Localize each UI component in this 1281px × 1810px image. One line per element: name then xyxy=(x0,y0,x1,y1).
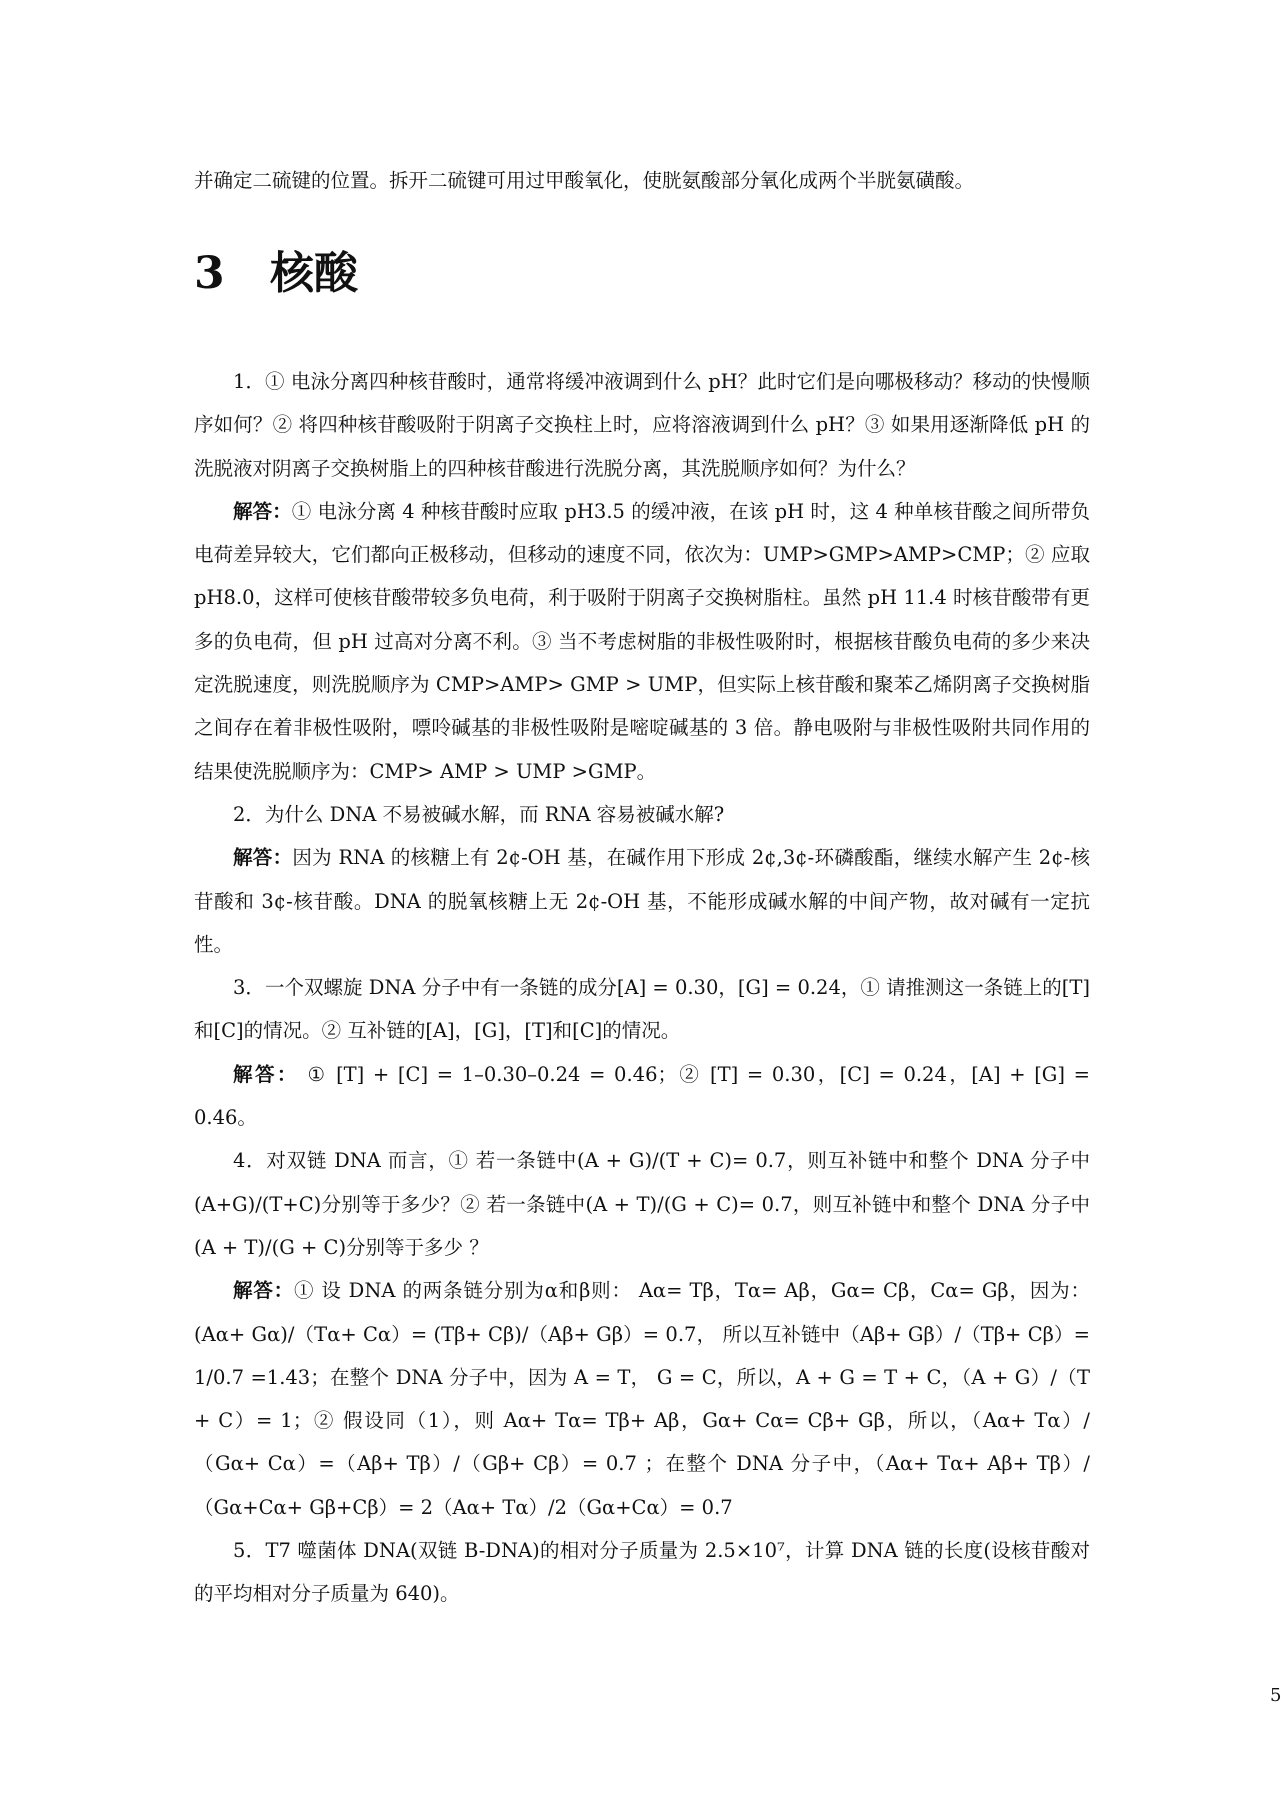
answer-label: 解答： xyxy=(233,1279,294,1303)
document-body xyxy=(194,360,1090,1616)
question-3 xyxy=(194,966,1090,1053)
answer-label: 解答： xyxy=(233,499,292,523)
answer-4 xyxy=(194,1269,1090,1529)
answer-2 xyxy=(194,836,1090,966)
page-number: 5 xyxy=(1270,1685,1281,1706)
answer-1 xyxy=(194,490,1090,793)
answer-3 xyxy=(194,1053,1090,1140)
question-2-text: 2．为什么 DNA 不易被碱水解，而 RNA 容易被碱水解? xyxy=(233,802,725,826)
chapter-title: 核酸 xyxy=(270,248,358,299)
question-4 xyxy=(194,1139,1090,1269)
answer-label: 解答： xyxy=(233,1062,299,1086)
answer-3-text: ① [T] + [C] = 1–0.30–0.24 = 0.46；② [T] = 0.30，[C] = 0.24，[A] + [G] = 0.46。 xyxy=(194,1062,1090,1130)
chapter-number: 3 xyxy=(194,248,225,299)
question-5 xyxy=(194,1529,1090,1616)
question-4-text: 4．对双链 DNA 而言，① 若一条链中(A + G)/(T + C)= 0.7，则互补链中和整个 DNA 分子中(A+G)/(T+C)分别等于多少？② 若一条链中(A + T)/(G + C)= 0.7，则互补链中和整个 DNA 分子中(A + T)/(G + C)分别等于多少 ？ xyxy=(194,1149,1090,1259)
answer-1-text: ① 电泳分离 4 种核苷酸时应取 pH3.5 的缓冲液，在该 pH 时，这 4 种单核苷酸之间所带负电荷差异较大，它们都向正极移动，但移动的速度不同，依次为：UMP>GMP>AMP>CMP；② 应取 pH8.0，这样可使核苷酸带较多负电荷，利于吸附于阴离子交换树脂柱。虽然 pH 11.4 时核苷酸带有更多的负电荷，但 pH 过高对分离不利。③ 当不考虑树脂的非极性吸附时，根据核苷酸负电荷的多少来决定洗脱速度，则洗脱顺序为 CMP>AMP> GMP > UMP，但实际上核苷酸和聚苯乙烯阴离子交换树脂之间存在着非极性吸附，嘌呤碱基的非极性吸附是嘧啶碱基的 3 倍。静电吸附与非极性吸附共同作用的结果使洗脱顺序为：CMP> AMP > UMP >GMP。 xyxy=(194,499,1090,783)
question-1-text: 1．① 电泳分离四种核苷酸时，通常将缓冲液调到什么 pH？此时它们是向哪极移动？移动的快慢顺序如何？② 将四种核苷酸吸附于阴离子交换柱上时，应将溶液调到什么 pH？③ 如果用逐渐降低 pH 的洗脱液对阴离子交换树脂上的四种核苷酸进行洗脱分离，其洗脱顺序如何？为什么？ xyxy=(194,370,1090,480)
question-5-text: 5．T7 噬菌体 DNA(双链 B-DNA)的相对分子质量为 2.5×10⁷，计算 DNA 链的长度(设核苷酸对的平均相对分子质量为 640)。 xyxy=(194,1539,1090,1606)
document-page xyxy=(194,0,1281,1810)
question-2 xyxy=(194,793,1090,836)
carryover-text: 并确定二硫键的位置。拆开二硫键可用过甲酸氧化，使胱氨酸部分氧化成两个半胱氨磺酸。 xyxy=(194,169,975,192)
answer-label: 解答： xyxy=(233,846,293,870)
answer-2-text: 因为 RNA 的核糖上有 2¢-OH 基，在碱作用下形成 2¢,3¢-环磷酸酯，继续水解产生 2¢-核苷酸和 3¢-核苷酸。DNA 的脱氧核糖上无 2¢-OH 基，不能形成碱水解的中间产物，故对碱有一定抗性。 xyxy=(194,846,1090,956)
chapter-heading xyxy=(194,244,358,304)
answer-4-text: ① 设 DNA 的两条链分别为α和β则： Aα= Tβ，Tα= Aβ，Gα= Cβ，Cα= Gβ，因为：(Aα+ Gα)/（Tα+ Cα）= (Tβ+ Cβ)/（Aβ+ Gβ）= 0.7， 所以互补链中（Aβ+ Gβ）/（Tβ+ Cβ）= 1/0.7 =1.43；在整个 DNA 分子中，因为 A = T， G = C，所以，A + G = T + C，（A + G）/（T + C）= 1；② 假设同（1），则 Aα+ Tα= Tβ+ Aβ，Gα+ Cα= Cβ+ Gβ，所以，（Aα+ Tα）/（Gα+ Cα）=（Aβ+ Tβ）/（Gβ+ Cβ）= 0.7 ；在整个 DNA 分子中，（Aα+ Tα+ Aβ+ Tβ）/（Gα+Cα+ Gβ+Cβ）= 2（Aα+ Tα）/2（Gα+Cα）= 0.7 xyxy=(194,1279,1090,1519)
question-3-text: 3．一个双螺旋 DNA 分子中有一条链的成分[A] = 0.30，[G] = 0.24，① 请推测这一条链上的[T]和[C]的情况。② 互补链的[A]，[G]，[T]和[C]的情况。 xyxy=(194,976,1090,1043)
question-1 xyxy=(194,360,1090,490)
